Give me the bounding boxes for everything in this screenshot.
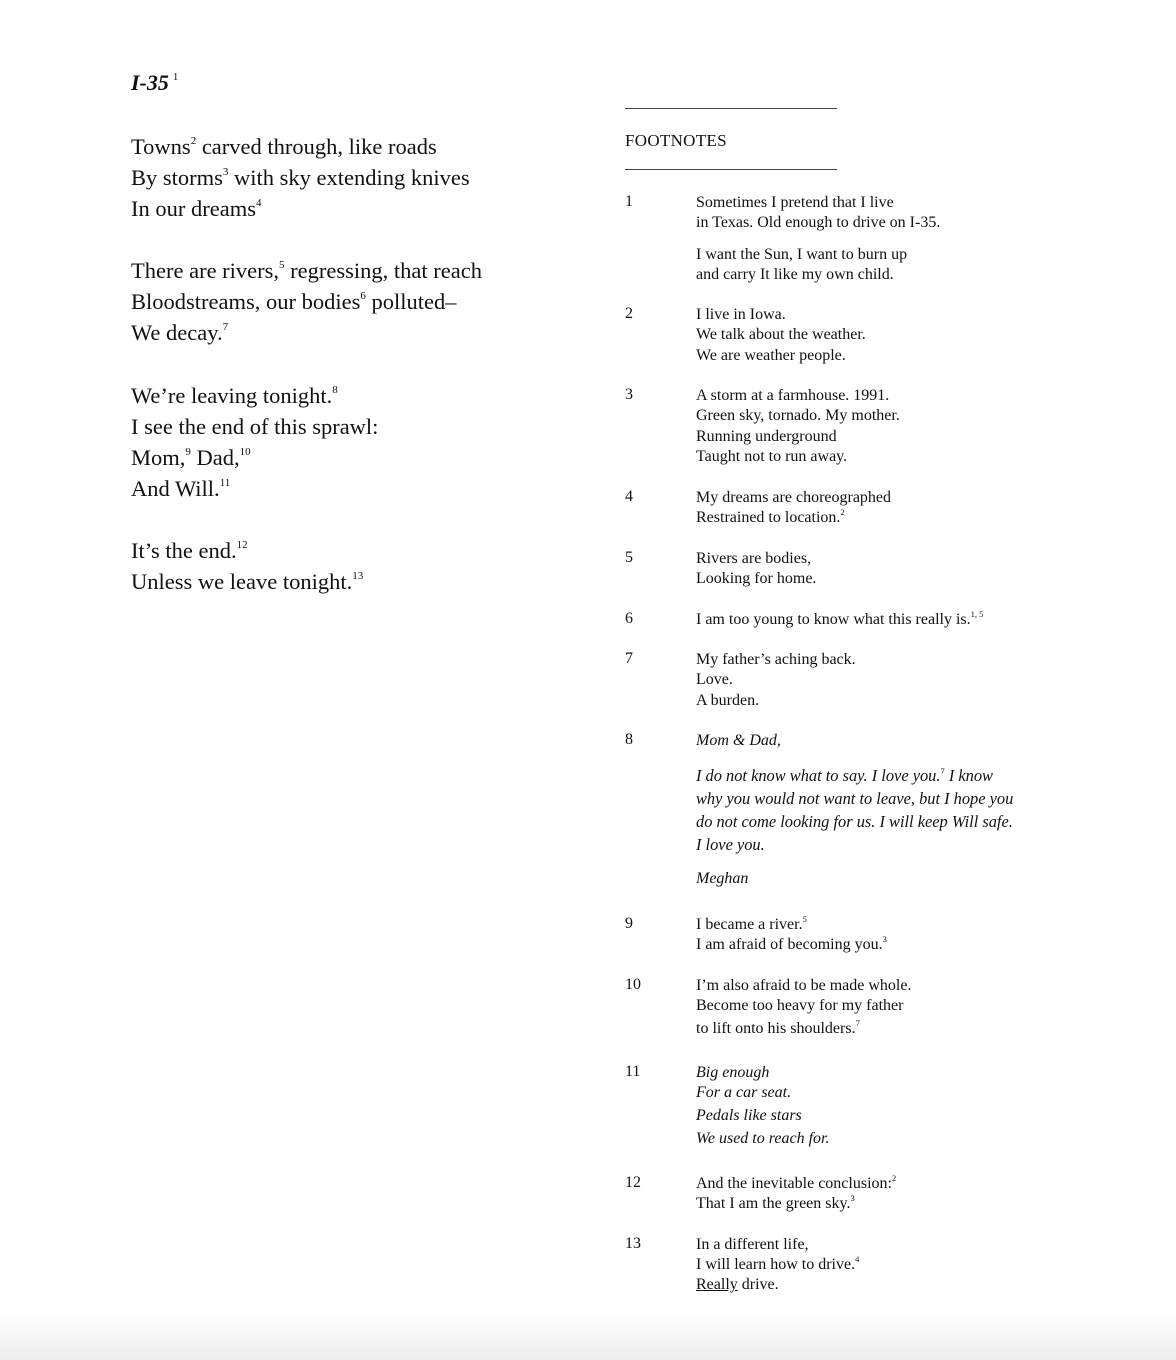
line-text: We’re leaving tonight. <box>131 383 333 408</box>
line-text: Looking for home. <box>696 570 817 587</box>
footnote-line <box>696 549 811 569</box>
line-text: Unless we leave tonight. <box>131 569 353 594</box>
footnote-ref: 11 <box>219 477 231 489</box>
line-text: carved through, like roads <box>196 134 437 159</box>
line-text: We used to reach for. <box>696 1130 830 1147</box>
footnote-ref: 7 <box>855 1018 860 1028</box>
footnote-ref: 2 <box>891 1173 897 1183</box>
footnote-ref: 5 <box>802 914 807 924</box>
footnote-ref: 3 <box>882 934 887 944</box>
footnote-ref: 5 <box>279 259 285 271</box>
line-text: Pedals like stars <box>696 1107 802 1124</box>
footnote-number: 10 <box>625 976 641 993</box>
line-text: I am afraid of becoming you. <box>696 936 883 953</box>
footnote-line <box>696 346 846 366</box>
footnote-line <box>696 976 911 996</box>
footnote-ref: 2 <box>190 135 197 147</box>
footnote-line <box>696 1019 860 1039</box>
footnote-number: 6 <box>625 610 633 627</box>
footnote-number: 11 <box>625 1063 641 1080</box>
line-text: In our dreams <box>131 196 256 221</box>
footnote-line <box>696 427 837 447</box>
footnote-line <box>696 213 940 233</box>
footnote-number: 4 <box>625 488 633 505</box>
poem-line <box>131 414 378 440</box>
footnote-number: 7 <box>625 650 633 667</box>
line-text: Love. <box>696 671 733 688</box>
line-text: I see the end of this sprawl: <box>131 414 379 439</box>
footnote-line <box>696 1235 809 1255</box>
line-text: Bloodstreams, our bodies <box>131 289 361 314</box>
poem-line <box>131 258 482 284</box>
line-text: My father’s aching back. <box>696 651 856 668</box>
footnote-line <box>696 787 1013 810</box>
footnote-line <box>696 1194 855 1214</box>
poem-line <box>131 445 251 471</box>
poem-line <box>131 289 456 315</box>
line-text: Mom, <box>131 445 186 470</box>
line-text: Taught not to run away. <box>696 448 848 465</box>
footnote-ref: 7 <box>222 321 229 333</box>
poem-line <box>131 476 230 502</box>
line-text: A storm at a farmhouse. 1991. <box>696 387 890 404</box>
footnote-line <box>696 810 1013 833</box>
footnote-line <box>696 488 891 508</box>
footnote-line <box>696 915 807 935</box>
footnote-line <box>696 265 894 285</box>
footnote-line <box>696 406 900 426</box>
line-text: polluted– <box>365 289 457 314</box>
line-text: with sky extending knives <box>228 165 470 190</box>
footnote-ref: 4 <box>855 1254 860 1264</box>
line-text: Mom & Dad, <box>696 732 781 749</box>
footnote-ref: 2 <box>840 507 845 517</box>
footnotes-top-rule <box>625 108 837 109</box>
line-text: and carry It like my own child. <box>696 266 894 283</box>
footnote-line <box>696 1275 779 1295</box>
footnote-ref: 9 <box>185 446 191 458</box>
line-text: Towns <box>131 134 191 159</box>
footnote-ref: 4 <box>255 197 262 209</box>
line-text: My dreams are choreographed <box>696 489 892 506</box>
footnote-line <box>696 386 889 406</box>
line-text: Rivers are bodies, <box>696 550 812 567</box>
footnote-ref: 12 <box>236 539 248 551</box>
footnote-ref: 13 <box>352 570 364 582</box>
line-text: It’s the end. <box>131 538 237 563</box>
poem-line <box>131 383 338 409</box>
footnote-line <box>696 610 983 630</box>
line-text: There are rivers, <box>131 258 280 283</box>
line-text: I know <box>944 766 993 785</box>
footnote-line <box>696 447 847 467</box>
line-text: in Texas. Old enough to drive on I-35. <box>696 214 941 231</box>
underlined-text: Really <box>696 1276 738 1293</box>
footnote-number: 5 <box>625 549 633 566</box>
line-text: regressing, that reach <box>284 258 482 283</box>
footnote-line <box>696 325 866 345</box>
line-text: We decay. <box>131 320 223 345</box>
footnote-line <box>696 833 765 856</box>
line-text: We talk about the weather. <box>696 326 866 343</box>
footnote-ref: 1, 5 <box>970 609 984 619</box>
poem-title-ref: 1 <box>172 71 179 83</box>
poem-line <box>131 538 248 564</box>
footnote-ref: 6 <box>360 290 366 302</box>
footnote-line <box>696 691 759 711</box>
line-text: I live in Iowa. <box>696 306 786 323</box>
poem-line <box>131 196 261 222</box>
footnote-number: 2 <box>625 305 633 322</box>
poem-line <box>131 320 228 346</box>
line-text: By storms <box>131 165 223 190</box>
line-text: Restrained to location. <box>696 509 841 526</box>
footnotes-bottom-rule <box>625 169 837 170</box>
line-text: Sometimes I pretend that I live <box>696 194 894 211</box>
footnote-number: 8 <box>625 731 633 748</box>
line-text: I will learn how to drive. <box>696 1256 856 1273</box>
footnote-line <box>696 193 894 213</box>
line-text: And the inevitable conclusion: <box>696 1175 892 1192</box>
footnote-number: 12 <box>625 1174 641 1191</box>
footnote-line <box>696 670 733 690</box>
poem-line <box>131 134 437 160</box>
footnote-line <box>696 1255 859 1275</box>
footnote-line <box>696 245 907 265</box>
footnote-line <box>696 305 786 325</box>
footnote-line <box>696 935 887 955</box>
footnote-line <box>696 1083 791 1103</box>
line-text: Running underground <box>696 428 837 445</box>
footnote-line <box>696 508 845 528</box>
footnote-line <box>696 996 903 1016</box>
line-text: drive. <box>737 1276 779 1293</box>
line-text: Big enough <box>696 1064 770 1081</box>
poem-title-text: I-35 <box>131 70 169 95</box>
footnote-line <box>696 869 748 889</box>
footnote-ref: 10 <box>239 446 251 458</box>
footnote-line <box>696 1063 769 1083</box>
line-text: We are weather people. <box>696 347 846 364</box>
line-text: I am too young to know what this really is. <box>696 611 971 628</box>
footnote-line <box>696 569 816 589</box>
line-text: I want the Sun, I want to burn up <box>696 246 908 263</box>
footnote-line <box>696 764 993 787</box>
footnote-number: 1 <box>625 193 633 210</box>
poem-title <box>131 70 178 96</box>
footnote-ref: 8 <box>332 384 338 396</box>
footnote-ref: 3 <box>850 1193 855 1203</box>
line-text: A burden. <box>696 692 760 709</box>
footnote-line <box>696 731 781 751</box>
footnote-number: 9 <box>625 915 633 932</box>
page-bottom-shadow <box>0 1314 1176 1360</box>
line-text: Dad, <box>190 445 240 470</box>
footnote-line <box>696 1174 896 1194</box>
line-text: I do not know what to say. I love you. <box>696 766 941 785</box>
line-text: to lift onto his shoulders. <box>696 1020 856 1037</box>
footnote-line <box>696 1106 802 1126</box>
line-text: And Will. <box>131 476 220 501</box>
footnote-number: 13 <box>625 1235 641 1252</box>
footnote-ref: 7 <box>940 766 945 776</box>
line-text: why you would not want to leave, but I hope you <box>696 789 1014 808</box>
line-text: That I am the green sky. <box>696 1195 851 1212</box>
poem-line <box>131 569 363 595</box>
footnote-line <box>696 650 856 670</box>
line-text: I became a river. <box>696 916 803 933</box>
line-text: Become too heavy for my father <box>696 997 904 1014</box>
line-text: I love you. <box>696 835 765 854</box>
line-text: In a different life, <box>696 1236 809 1253</box>
line-text: For a car seat. <box>696 1084 792 1101</box>
line-text: Meghan <box>696 870 749 887</box>
footnote-ref: 3 <box>222 166 229 178</box>
line-text: Green sky, tornado. My mother. <box>696 407 900 424</box>
footnote-number: 3 <box>625 386 633 403</box>
line-text: I’m also afraid to be made whole. <box>696 977 912 994</box>
poem-line <box>131 165 470 191</box>
line-text: do not come looking for us. I will keep Will safe. <box>696 812 1013 831</box>
footnotes-heading: FOOTNOTES <box>625 131 727 150</box>
footnote-line <box>696 1129 829 1149</box>
